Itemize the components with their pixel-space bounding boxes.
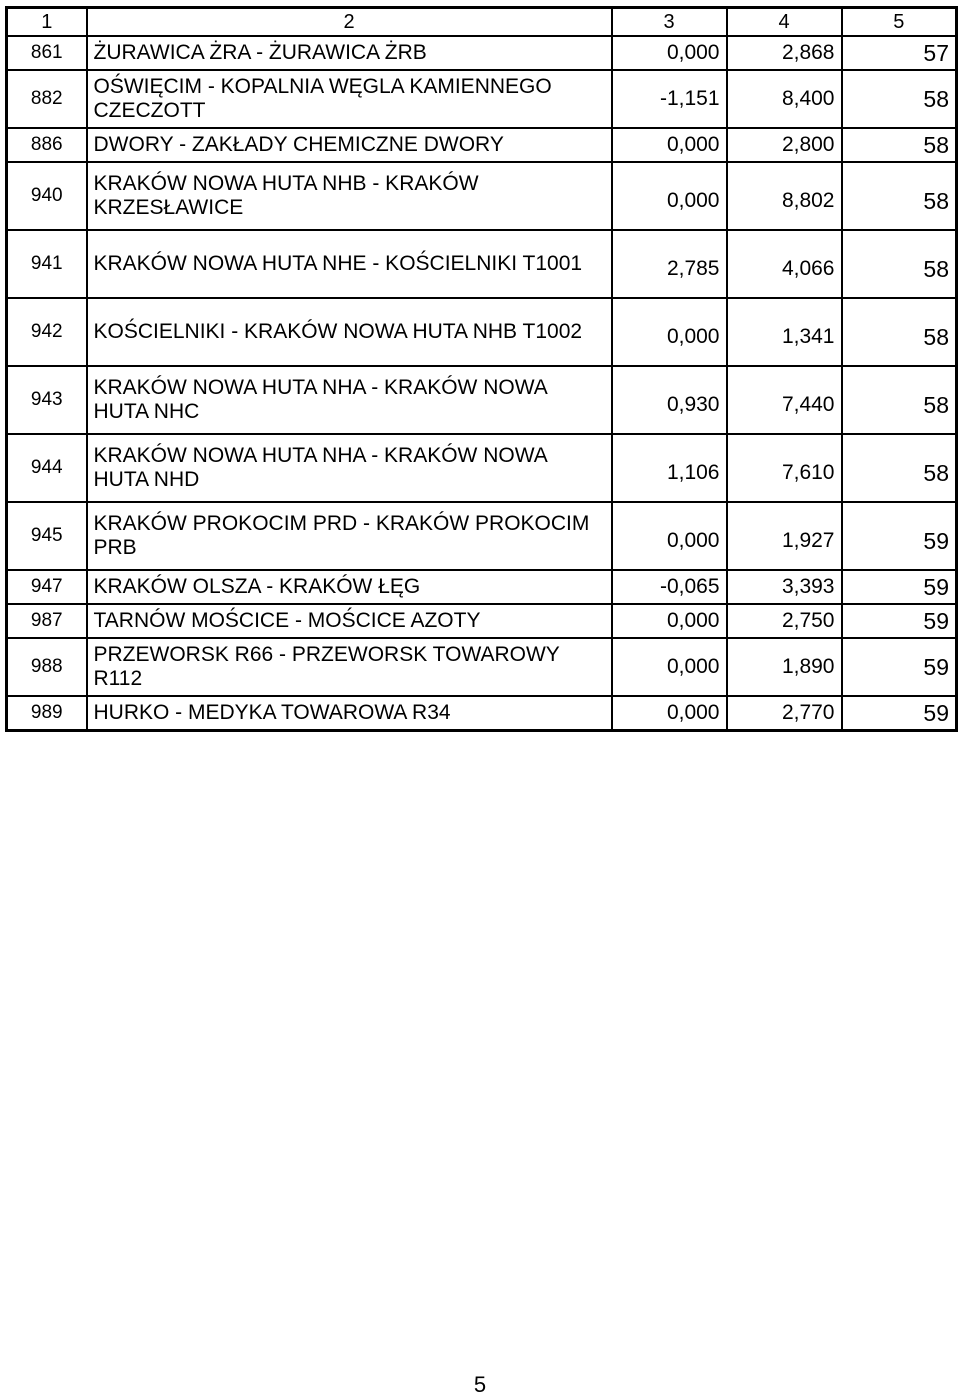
km-start-cell: 0,930 (612, 366, 727, 434)
page-ref-cell: 58 (842, 162, 957, 230)
km-end-cell: 8,802 (727, 162, 842, 230)
km-end-cell: 2,868 (727, 36, 842, 70)
line-number-cell: 987 (7, 604, 87, 638)
table-row (7, 570, 957, 604)
line-number-cell: 941 (7, 230, 87, 298)
km-start-cell: 0,000 (612, 298, 727, 366)
page-ref-cell: 58 (842, 298, 957, 366)
line-name-cell: KOŚCIELNIKI - KRAKÓW NOWA HUTA NHB T1002 (87, 298, 612, 366)
km-start-cell: -1,151 (612, 70, 727, 128)
line-number-cell: 882 (7, 70, 87, 128)
km-end-cell: 2,800 (727, 128, 842, 162)
line-name-cell: KRAKÓW OLSZA - KRAKÓW ŁĘG (87, 570, 612, 604)
line-name-cell: KRAKÓW NOWA HUTA NHA - KRAKÓW NOWA HUTA NHC (87, 366, 612, 434)
page-ref-cell: 58 (842, 128, 957, 162)
page-ref-cell: 59 (842, 604, 957, 638)
line-number-cell: 861 (7, 36, 87, 70)
km-end-cell: 2,770 (727, 696, 842, 731)
km-end-cell: 7,440 (727, 366, 842, 434)
table-row (7, 502, 957, 570)
table-row (7, 604, 957, 638)
line-number-cell: 944 (7, 434, 87, 502)
line-name-cell: KRAKÓW NOWA HUTA NHA - KRAKÓW NOWA HUTA NHD (87, 434, 612, 502)
table-row (7, 298, 957, 366)
line-number-cell: 945 (7, 502, 87, 570)
line-name-cell: KRAKÓW NOWA HUTA NHB - KRAKÓW KRZESŁAWICE (87, 162, 612, 230)
page-ref-cell: 58 (842, 434, 957, 502)
table-header-row (7, 8, 957, 37)
table-row (7, 434, 957, 502)
line-name-cell: HURKO - MEDYKA TOWAROWA R34 (87, 696, 612, 731)
km-start-cell: 0,000 (612, 162, 727, 230)
table-row (7, 230, 957, 298)
km-start-cell: 0,000 (612, 604, 727, 638)
column-header-2: 2 (87, 8, 612, 37)
line-name-cell: PRZEWORSK R66 - PRZEWORSK TOWAROWY R112 (87, 638, 612, 696)
km-start-cell: -0,065 (612, 570, 727, 604)
page-ref-cell: 59 (842, 696, 957, 731)
line-number-cell: 988 (7, 638, 87, 696)
km-start-cell: 1,106 (612, 434, 727, 502)
line-name-cell: KRAKÓW PROKOCIM PRD - KRAKÓW PROKOCIM PRB (87, 502, 612, 570)
km-start-cell: 0,000 (612, 696, 727, 731)
km-end-cell: 7,610 (727, 434, 842, 502)
line-number-cell: 947 (7, 570, 87, 604)
table-row (7, 70, 957, 128)
line-name-cell: TARNÓW MOŚCICE - MOŚCICE AZOTY (87, 604, 612, 638)
km-start-cell: 0,000 (612, 502, 727, 570)
km-end-cell: 1,890 (727, 638, 842, 696)
page-ref-cell: 59 (842, 570, 957, 604)
km-end-cell: 4,066 (727, 230, 842, 298)
page-ref-cell: 58 (842, 230, 957, 298)
column-header-5: 5 (842, 8, 957, 37)
page-ref-cell: 59 (842, 638, 957, 696)
line-name-cell: DWORY - ZAKŁADY CHEMICZNE DWORY (87, 128, 612, 162)
km-start-cell: 0,000 (612, 638, 727, 696)
column-header-1: 1 (7, 8, 87, 37)
line-number-cell: 942 (7, 298, 87, 366)
line-name-cell: OŚWIĘCIM - KOPALNIA WĘGLA KAMIENNEGO CZECZOTT (87, 70, 612, 128)
km-end-cell: 8,400 (727, 70, 842, 128)
column-header-4: 4 (727, 8, 842, 37)
column-header-3: 3 (612, 8, 727, 37)
km-start-cell: 0,000 (612, 36, 727, 70)
line-number-cell: 940 (7, 162, 87, 230)
table-row (7, 638, 957, 696)
page-ref-cell: 58 (842, 366, 957, 434)
line-number-cell: 989 (7, 696, 87, 731)
km-start-cell: 2,785 (612, 230, 727, 298)
page-number: 5 (473, 1372, 487, 1397)
km-start-cell: 0,000 (612, 128, 727, 162)
line-name-cell: ŻURAWICA ŻRA - ŻURAWICA ŻRB (87, 36, 612, 70)
km-end-cell: 2,750 (727, 604, 842, 638)
track-list-table (5, 6, 958, 732)
table-row (7, 162, 957, 230)
page-ref-cell: 58 (842, 70, 957, 128)
km-end-cell: 3,393 (727, 570, 842, 604)
km-end-cell: 1,341 (727, 298, 842, 366)
page-ref-cell: 57 (842, 36, 957, 70)
table-row (7, 128, 957, 162)
km-end-cell: 1,927 (727, 502, 842, 570)
line-number-cell: 943 (7, 366, 87, 434)
line-name-cell: KRAKÓW NOWA HUTA NHE - KOŚCIELNIKI T1001 (87, 230, 612, 298)
table-row (7, 696, 957, 731)
page-ref-cell: 59 (842, 502, 957, 570)
table-row (7, 36, 957, 70)
line-number-cell: 886 (7, 128, 87, 162)
table-row (7, 366, 957, 434)
